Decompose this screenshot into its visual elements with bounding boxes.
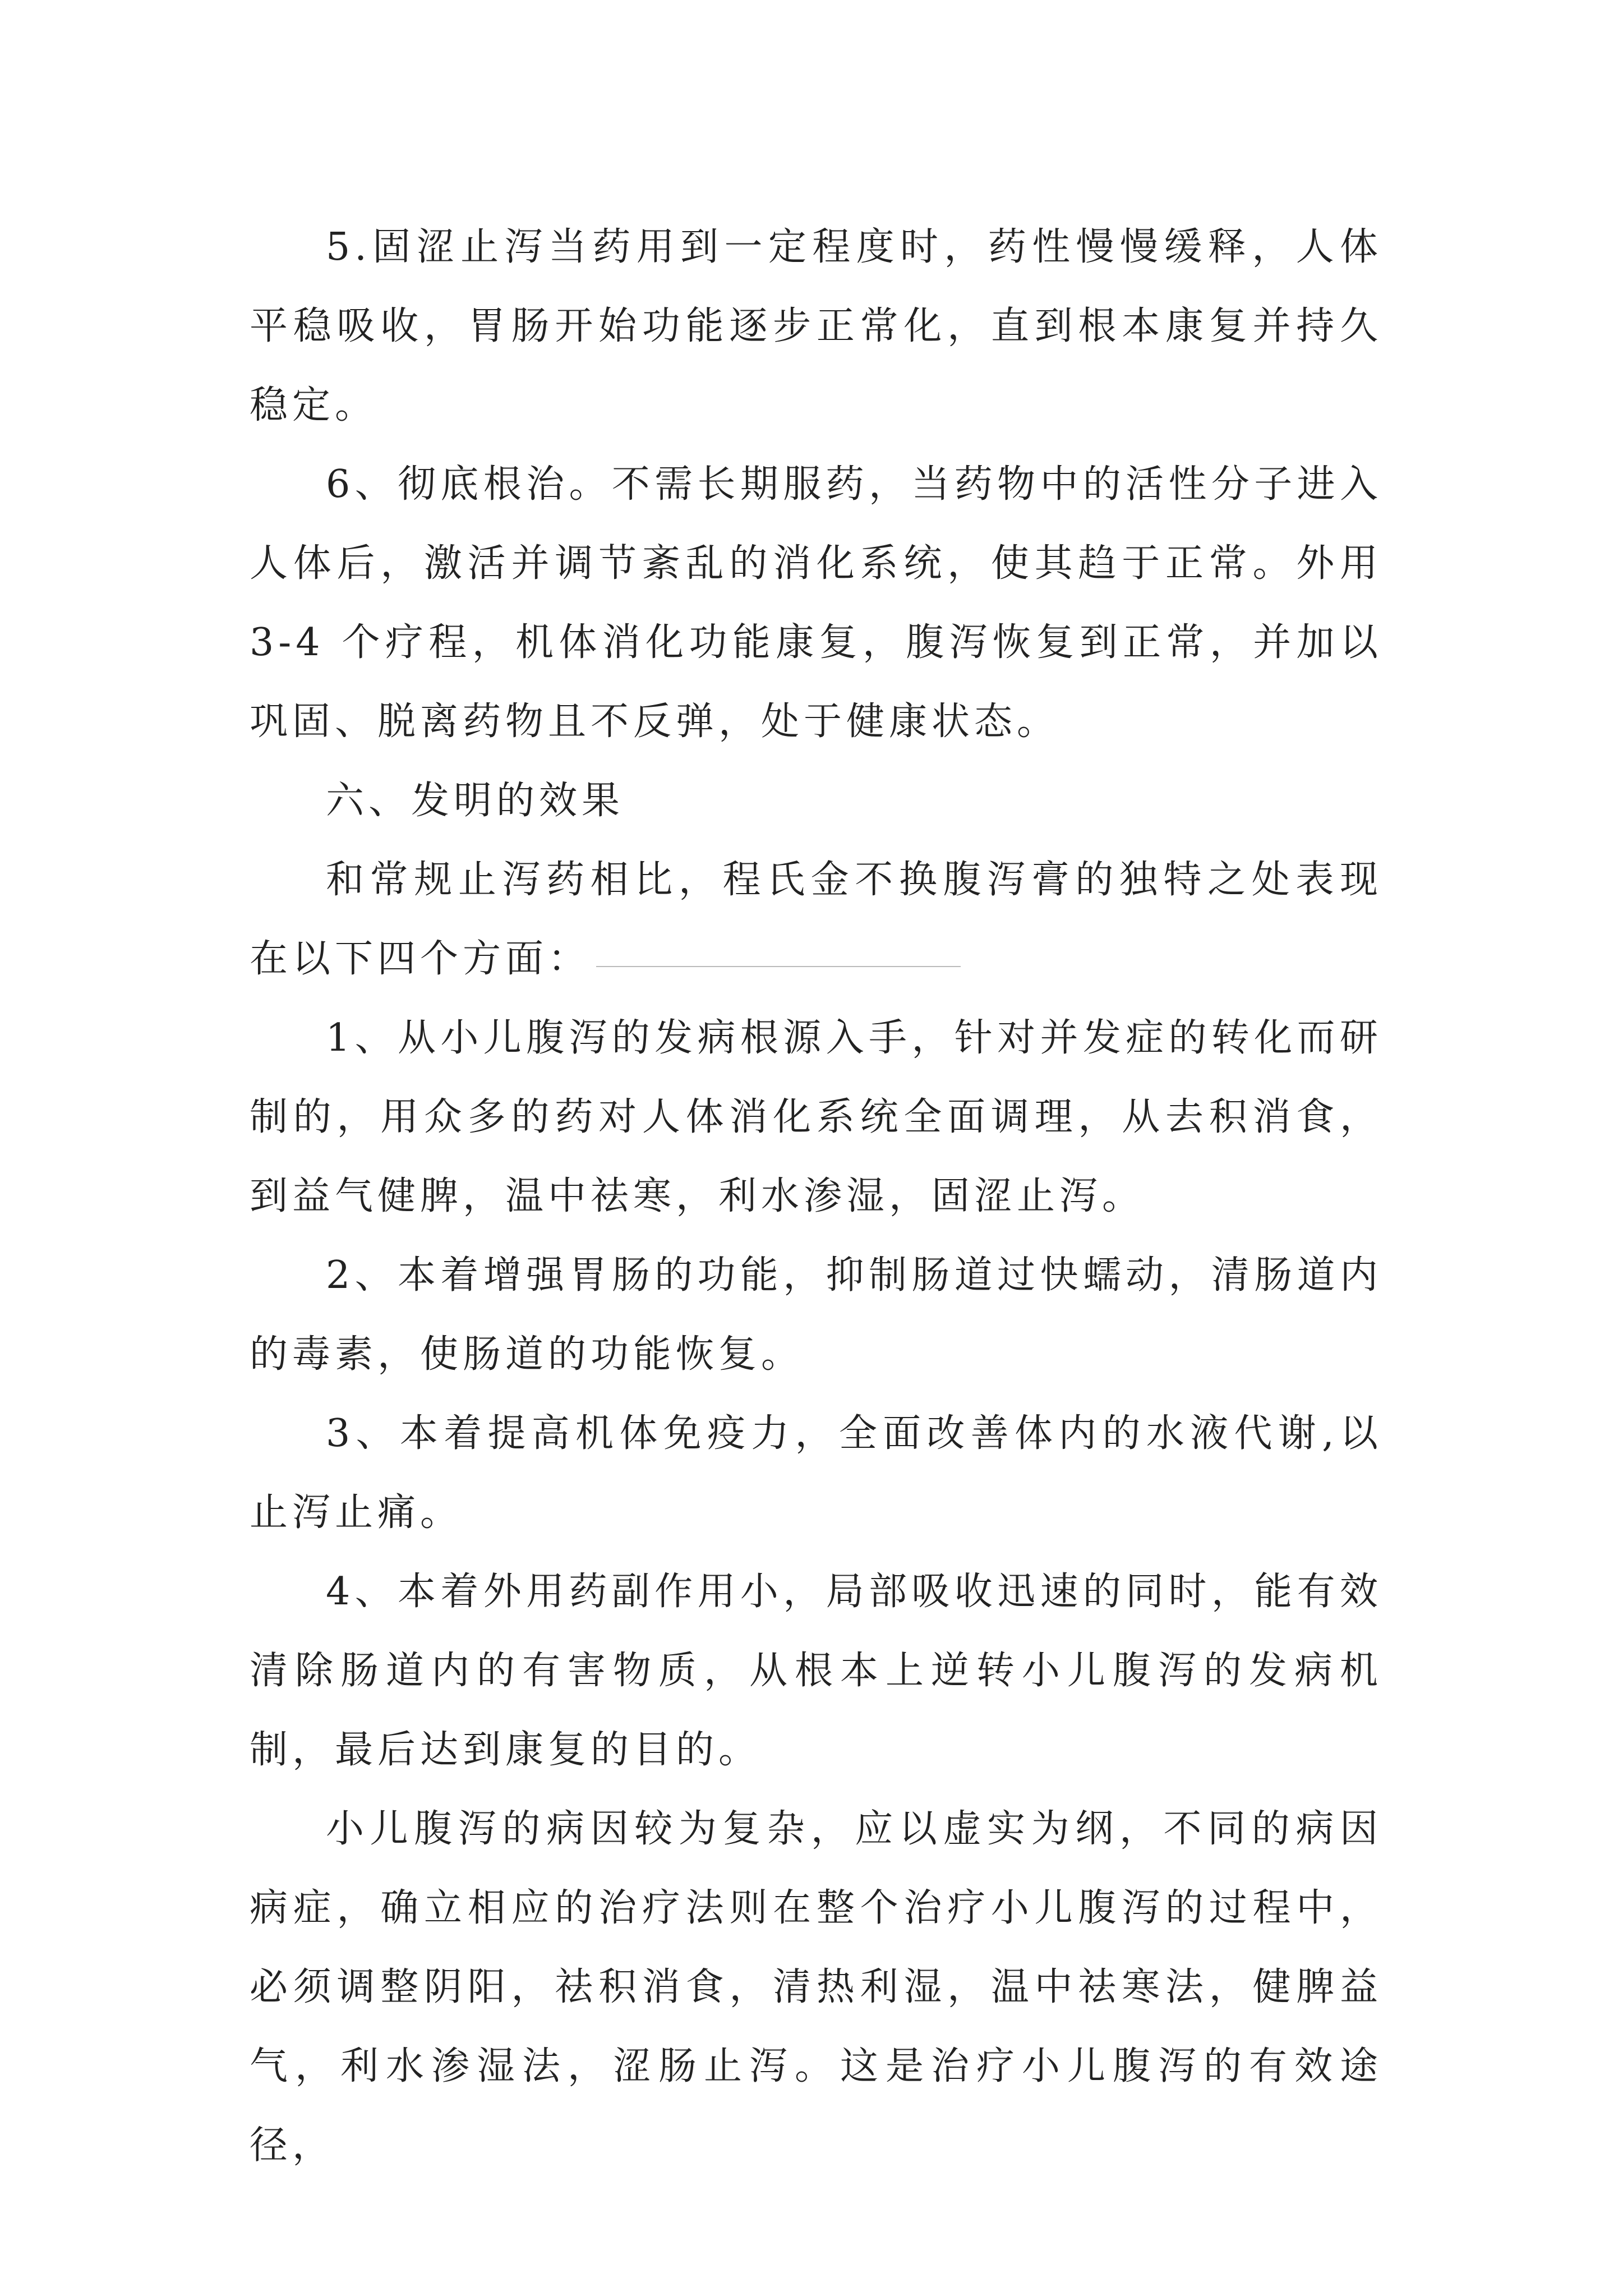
conclusion-paragraph: 小儿腹泻的病因较为复杂，应以虚实为纲，不同的病因病症，确立相应的治疗法则在整个治疗小儿腹泻的过程中，必须调整阴阳，祛积消食，清热利湿，温中祛寒法，健脾益气，利水渗湿法，涩肠止泻。这是治疗小儿腹泻的有效途径，	[250, 1807, 1382, 2168]
intro-paragraph	[250, 840, 1382, 999]
point-4: 4、本着外用药副作用小，局部吸收迅速的同时，能有效清除肠道内的有害物质，从根本上逆转小儿腹泻的发病机制，最后达到康复的目的。	[250, 1570, 1382, 1772]
document-body	[250, 208, 1382, 2185]
paragraph-5: 5.固涩止泻当药用到一定程度时，药性慢慢缓释，人体平稳吸收，胃肠开始功能逐步正常化，直到根本康复并持久稳定。	[250, 225, 1382, 427]
section-heading: 六、发明的效果	[326, 779, 625, 823]
point-1: 1、从小儿腹泻的发病根源入手，针对并发症的转化而研制的，用众多的药对人体消化系统全面调理，从去积消食，到益气健脾，温中祛寒，利水渗湿，固涩止泻。	[250, 1016, 1382, 1218]
point-2: 2、本着增强胃肠的功能，抑制肠道过快蠕动，清肠道内的毒素，使肠道的功能恢复。	[250, 1253, 1382, 1377]
blank-underline	[596, 965, 961, 967]
point-3: 3、本着提高机体免疫力，全面改善体内的水液代谢,以止泻止痛。	[250, 1411, 1382, 1535]
paragraph-6: 6、彻底根治。不需长期服药，当药物中的活性分子进入人体后，激活并调节紊乱的消化系统，使其趋于正常。外用 3-4 个疗程，机体消化功能康复，腹泻恢复到正常，并加以巩固、脱离药物且不反弹，处于健康状态。	[250, 462, 1382, 744]
intro-text: 和常规止泻药相比，程氏金不换腹泻膏的独特之处表现在以下四个方面：	[250, 858, 1382, 981]
